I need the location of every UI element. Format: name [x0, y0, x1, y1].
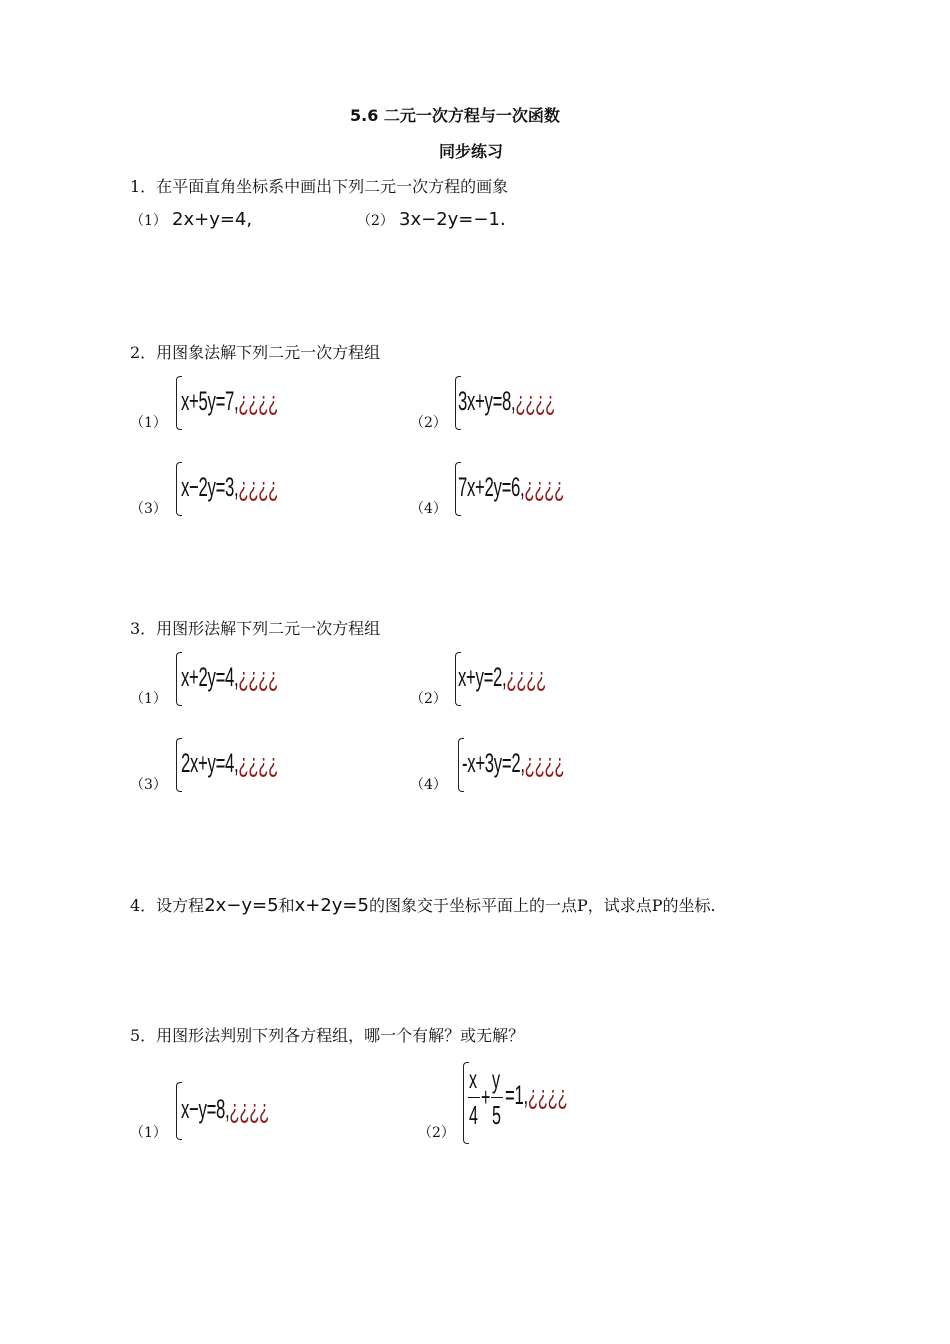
q4-expr-2: x+2y=5: [294, 895, 369, 916]
fraction-numerator: x: [469, 1064, 478, 1094]
item-label: （1）: [130, 213, 167, 229]
fraction-numerator: y: [492, 1064, 501, 1094]
q2-equation-2: 3x+y=8,¿¿¿¿: [458, 386, 556, 416]
item-label: （3）: [130, 501, 167, 517]
q3-equation-3: 2x+y=4,¿¿¿¿: [181, 748, 279, 778]
q3-equation-2: x+y=2,¿¿¿¿: [458, 662, 547, 692]
item-label: （1）: [130, 691, 167, 707]
q4-mid: 和: [278, 896, 295, 915]
q1-expr-2: 3x−2y=−1: [399, 209, 500, 230]
q2-equation-1: x+5y=7,¿¿¿¿: [181, 386, 279, 416]
q4-suffix: 的图象交于坐标平面上的一点P，试求点P的坐标.: [368, 896, 716, 915]
punct: ,: [246, 209, 253, 230]
fraction-denominator: 4: [469, 1100, 478, 1130]
question-3-text: 3．用图形法解下列二元一次方程组: [130, 619, 381, 638]
item-label: （2）: [410, 415, 447, 431]
fraction-denominator: 5: [492, 1100, 501, 1130]
q2-equation-3: x−2y=3,¿¿¿¿: [181, 472, 279, 502]
question-1-text: 1．在平面直角坐标系中画出下列二元一次方程的画象: [130, 177, 509, 196]
page-subtitle: 同步练习: [439, 142, 504, 161]
item-label: （4）: [410, 501, 447, 517]
item-label: （4）: [410, 777, 447, 793]
item-label: （2）: [418, 1125, 455, 1141]
item-label: （1）: [130, 1125, 167, 1141]
fraction-bar: [491, 1097, 503, 1098]
q4-expr-1: 2x−y=5: [204, 895, 279, 916]
q4-prefix: 4．设方程: [130, 896, 205, 915]
q1-item-2: [357, 209, 506, 230]
item-label: （1）: [130, 415, 167, 431]
item-label: （3）: [130, 777, 167, 793]
punct: .: [499, 209, 506, 230]
page-title: 5.6 二元一次方程与一次函数: [350, 106, 560, 125]
q3-equation-4: -x+3y=2,¿¿¿¿: [462, 748, 565, 778]
fraction-bar: [468, 1097, 480, 1098]
q5-equation-2-rest: =1,¿¿¿¿: [505, 1080, 568, 1110]
q2-equation-4: 7x+2y=6,¿¿¿¿: [458, 472, 565, 502]
plus-sign: +: [481, 1082, 491, 1112]
question-4-text: [130, 893, 716, 916]
q3-equation-1: x+2y=4,¿¿¿¿: [181, 662, 279, 692]
question-5-text: 5．用图形法判别下列各方程组，哪一个有解？或无解？: [130, 1026, 525, 1045]
item-label: （2）: [357, 213, 394, 229]
question-2-text: 2．用图象法解下列二元一次方程组: [130, 343, 381, 362]
q1-item-1: [130, 209, 252, 230]
item-label: （2）: [410, 691, 447, 707]
q5-equation-1: x−y=8,¿¿¿¿: [181, 1094, 270, 1124]
q1-expr-1: 2x+y=4: [172, 209, 247, 230]
